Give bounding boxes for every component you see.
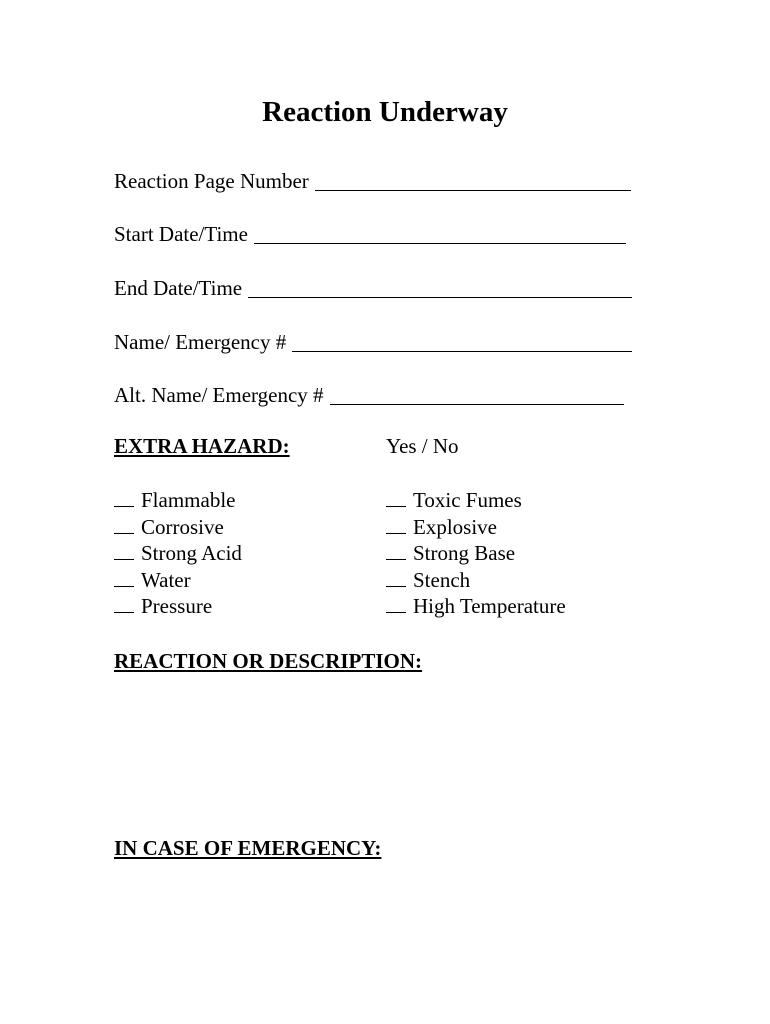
form-title: Reaction Underway: [262, 96, 508, 128]
hazard-label: Water: [141, 567, 191, 592]
hazard-list-right: [386, 487, 566, 620]
hazard-label: Strong Acid: [141, 541, 242, 566]
field-label: Start Date/Time: [114, 222, 248, 246]
extra-hazard-yes-no[interactable]: Yes / No: [386, 434, 459, 458]
field-reaction-page-number: [114, 166, 631, 194]
checkbox-blank[interactable]: [114, 568, 134, 587]
checkbox-blank[interactable]: [386, 541, 406, 560]
emergency-heading: IN CASE OF EMERGENCY:: [114, 836, 382, 860]
checkbox-blank[interactable]: [386, 515, 406, 534]
hazard-item: [386, 567, 566, 594]
checkbox-blank[interactable]: [386, 568, 406, 587]
checkbox-blank[interactable]: [114, 488, 134, 507]
reaction-description-heading: REACTION OR DESCRIPTION:: [114, 649, 423, 673]
hazard-list-left: [114, 487, 242, 620]
checkbox-blank[interactable]: [114, 541, 134, 560]
field-label: End Date/Time: [114, 276, 243, 300]
hazard-item: [114, 593, 242, 620]
checkbox-blank[interactable]: [114, 594, 134, 613]
name-emergency-line[interactable]: [292, 329, 632, 352]
hazard-label: Corrosive: [141, 514, 224, 539]
hazard-item: [114, 487, 242, 514]
field-alt-name-emergency: [114, 380, 624, 408]
checkbox-blank[interactable]: [114, 515, 134, 534]
hazard-item: [386, 514, 566, 541]
hazard-item: [386, 540, 566, 567]
hazard-label: Pressure: [141, 594, 213, 619]
hazard-item: [114, 540, 242, 567]
field-end-date-time: [114, 273, 632, 301]
checkbox-blank[interactable]: [386, 594, 406, 613]
hazard-label: Strong Base: [413, 541, 516, 566]
hazard-label: High Temperature: [413, 594, 566, 619]
hazard-item: [386, 487, 566, 514]
hazard-item: [114, 514, 242, 541]
field-label: Name/ Emergency #: [114, 330, 287, 354]
hazard-item: [386, 593, 566, 620]
hazard-label: Explosive: [413, 514, 497, 539]
extra-hazard-heading: EXTRA HAZARD:: [114, 434, 290, 458]
field-label: Alt. Name/ Emergency #: [114, 383, 324, 407]
hazard-label: Flammable: [141, 488, 236, 512]
hazard-label: Toxic Fumes: [413, 488, 522, 512]
hazard-label: Stench: [413, 567, 471, 592]
end-date-time-line[interactable]: [248, 275, 632, 298]
reaction-page-number-line[interactable]: [315, 168, 631, 191]
alt-name-emergency-line[interactable]: [330, 382, 624, 405]
hazard-item: [114, 567, 242, 594]
checkbox-blank[interactable]: [386, 488, 406, 507]
start-date-time-line[interactable]: [254, 221, 626, 244]
field-name-emergency: [114, 327, 632, 355]
field-label: Reaction Page Number: [114, 169, 309, 193]
field-start-date-time: [114, 219, 626, 247]
